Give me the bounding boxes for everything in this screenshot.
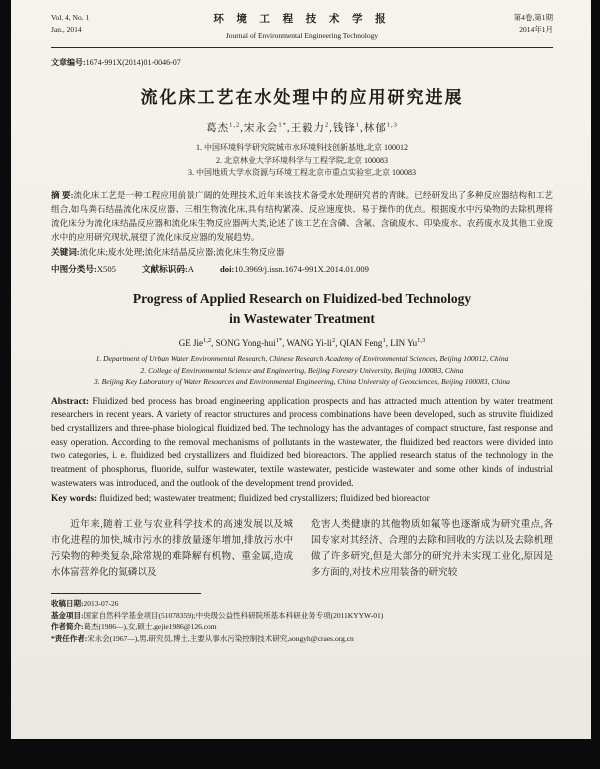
footnote-funding: 基金项目:国家自然科学基金项目(51078359);中央级公益性科研院所基本科研业务专项(2011KYYW-01) xyxy=(51,610,384,620)
clc-number: X505 xyxy=(96,264,116,275)
keywords-en xyxy=(51,494,553,504)
header-divider xyxy=(51,47,553,48)
document-code: A xyxy=(187,264,195,275)
authors-en xyxy=(51,337,553,348)
author-superscript: 1* xyxy=(275,337,283,345)
body-column-left: 近年来,随着工业与农业科学技术的高速发展以及城市化进程的加快,城市污水的排放量逐年增加,排放污水中污染物的种类复杂,除常规的难降解有机物、重金属,造成水体富营养化的氮磷以及 xyxy=(51,518,293,578)
body-text xyxy=(51,517,553,581)
authors-cn xyxy=(51,120,553,135)
journal-title-block xyxy=(169,12,435,42)
author-superscript: 1,2 xyxy=(229,121,241,129)
article-number-value: 1674-991X(2014)01-0046-07 xyxy=(85,57,181,67)
author-cn: 王毅力$^2$, xyxy=(290,121,333,134)
volume-line-en: Vol. 4, No. 1 xyxy=(51,13,90,22)
affiliation-line: 2. 北京林业大学环境科学与工程学院,北京 100083 xyxy=(216,155,388,165)
footnote-divider xyxy=(51,593,201,594)
clc-label: 中图分类号: xyxy=(51,264,97,275)
author-en: LIN Yu$^{1,3}$ xyxy=(390,337,426,349)
author-en: WANG $Yi-li^2$, xyxy=(286,337,340,349)
affiliations-en xyxy=(51,353,553,387)
classification-line xyxy=(51,263,553,275)
keywords-text-en: fluidized bed; wastewater treatment; fluidized bed crystallizers; fluidized bed bioreactor xyxy=(99,493,430,504)
body-column-right: 危害人类健康的其他物质如氟等也逐渐成为研究重点,各国专家对其经济、合理的去除和回收的方法以及去除机理做了许多研究,但是大部分的研究并未实现工业化,原因是多方面的,对技术应用装备的研究较 xyxy=(311,518,553,578)
paper-title-en xyxy=(51,289,553,328)
abstract-cn xyxy=(51,189,553,244)
author-en: GE Jie$^{1,2}$, xyxy=(178,337,216,349)
journal-title-cn: 环 境 工 程 技 术 学 报 xyxy=(213,14,391,25)
date-line-cn: 2014年1月 xyxy=(519,24,553,34)
author-superscript: 1,2 xyxy=(203,337,212,345)
author-cn: 宋永会$^{1*}$, xyxy=(243,121,291,134)
keywords-label-en: Key words: xyxy=(51,493,98,504)
author-cn: 林郁$^{1,3}$ xyxy=(363,121,398,134)
abstract-label-cn: 摘 要: xyxy=(51,190,74,201)
author-en: SONG Yong-hui$^{1*}$, xyxy=(215,337,287,349)
footnote-received: 收稿日期:2013-07-26 xyxy=(51,599,119,609)
scanned-paper-page xyxy=(11,0,591,739)
abstract-label-en: Abstract: xyxy=(51,396,90,407)
keywords-text-cn: 流化床;废水处理;流化床结晶反应器;流化床生物反应器 xyxy=(79,247,285,258)
keywords-cn xyxy=(51,246,553,258)
date-line-en: Jan., 2014 xyxy=(51,24,82,34)
footnote-area xyxy=(51,593,553,645)
author-superscript: 2 xyxy=(325,121,330,129)
affiliation-line: 2. College of Environmental Science and Engineering, Beijing Forestry University, Beijing 100083, China xyxy=(140,365,464,375)
affiliations-cn xyxy=(51,142,553,180)
footnote-author-bio: 作者简介:葛杰(1986—),女,硕士,gejie1986@126.com xyxy=(51,622,217,632)
affiliation-line: 1. 中国环境科学研究院城市水环境科技创新基地,北京 100012 xyxy=(196,142,408,152)
keywords-label-cn: 关键词: xyxy=(51,247,80,258)
article-number-label: 文章编号: xyxy=(51,57,86,67)
affiliation-line: 1. Department of Urban Water Environmental Research, Chinese Research Academy of Environmental Sciences, Beijing 100012, China xyxy=(95,354,509,364)
paper-title-en-line2: in Wastewater Treatment xyxy=(229,310,375,326)
author-superscript: 1* xyxy=(278,121,287,129)
journal-header xyxy=(51,8,553,42)
abstract-text-en: Fluidized bed process has broad engineering application prospects and has attracted much attention by water treatment researchers in recent years. A variety of reactor structures and process combinations have been developed, such as struvite fluidized bed crystallizers and three-phase biological fluidized bed. The technology has the advantages of compact structure, fast response and easy operation. According to the removal mechanisms of pollutants in the wastewater, the fluidized bed reactors were divided into two categories, i. e. fluidized bed crystallizers and fluidized bed bioreactors. The applied research status of the technology in the treatment of phosphorus, fluoride, sulfur wastewater, textile wastewater, pesticide wastewater and some other kinds of industrial wastewaters was introduced, and the outlook of the development trend provided. xyxy=(51,396,553,489)
paper-title-cn: 流化床工艺在水处理中的应用研究进展 xyxy=(140,87,464,107)
paper-title-en-line1: Progress of Applied Research on Fluidized-bed Technology xyxy=(132,291,472,307)
abstract-text-cn: 流化床工艺是一种工程应用前景广阔的处理技术,近年来该技术备受水处理研究者的青睐。已经研发出了多种反应器结构和工艺组合,如鸟粪石结晶流化床反应器、三相生物流化床,具有结构紧凑、反应速度快、易于操作的优点。根据废水中污染物的去除机理将流化床分为流化床结晶反应器和流化床生物反应器两大类,论述了该工艺在含磷、含氟、含硫废水、印染废水、农药废水及其他工业废水中的应用研究现状,展望了流化床反应器的发展趋势。 xyxy=(51,190,553,242)
header-volume-cn xyxy=(435,12,553,35)
author-superscript: 1 xyxy=(382,337,386,345)
volume-line-cn: 第4卷,第1期 xyxy=(513,13,553,22)
article-number xyxy=(51,57,553,68)
author-superscript: 1,3 xyxy=(386,121,398,129)
abstract-en xyxy=(51,396,553,492)
author-superscript: 1,3 xyxy=(417,337,426,345)
doi-label: doi: xyxy=(220,264,235,275)
author-cn: 钱锋$^1$, xyxy=(332,121,364,134)
author-cn: 葛杰$^{1,2}$, xyxy=(206,121,244,134)
author-superscript: 1 xyxy=(355,121,361,129)
affiliation-line: 3. Beijing Key Laboratory of Water Resources and Environmental Engineering, China University of Geosciences, Beijing 100083, China xyxy=(94,377,510,387)
affiliation-line: 3. 中国地质大学水资源与环境工程北京市重点实验室,北京 100083 xyxy=(188,168,416,178)
author-en: QIAN Feng$^1$, xyxy=(339,337,391,349)
header-volume-en xyxy=(51,12,169,35)
journal-title-en: Journal of Environmental Engineering Technology xyxy=(225,31,379,41)
author-superscript: 2 xyxy=(331,337,336,345)
document-code-label: 文献标识码: xyxy=(141,264,188,275)
footnote-corresponding-author: *责任作者:宋永会(1967—),男,研究员,博士,主要从事水污染控制技术研究,songyh@craes.org.cn xyxy=(51,633,354,643)
doi-value: 10.3969/j.issn.1674-991X.2014.01.009 xyxy=(234,264,369,275)
